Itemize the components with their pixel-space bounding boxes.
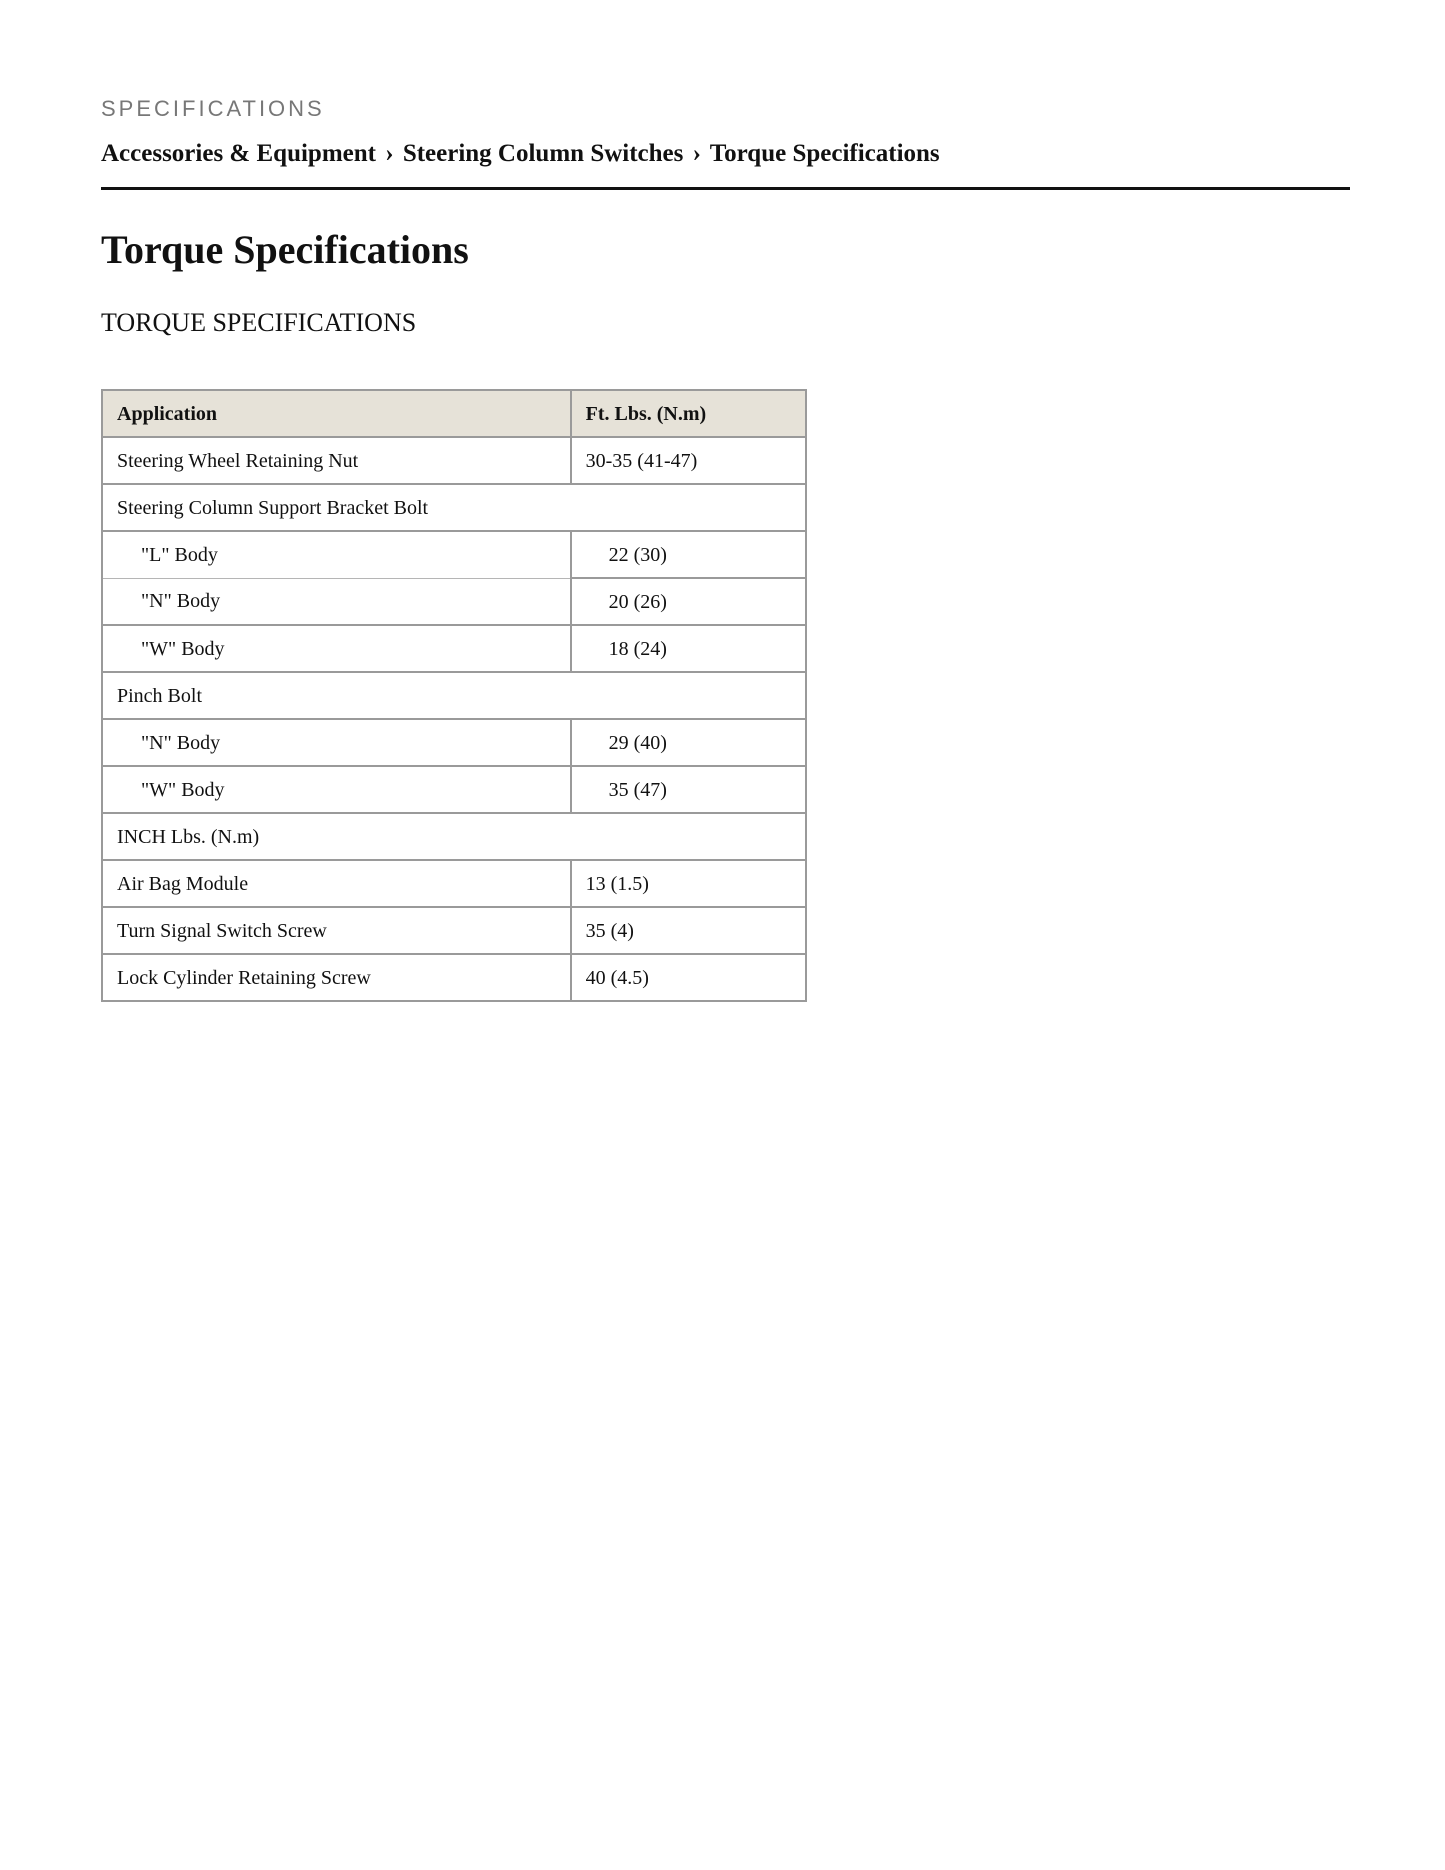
table-row bbox=[102, 625, 806, 672]
application-cell: Turn Signal Switch Screw bbox=[102, 907, 571, 954]
application-cell: Lock Cylinder Retaining Screw bbox=[102, 954, 571, 1001]
value-cell: 30-35 (41-47) bbox=[571, 437, 806, 484]
table-row bbox=[102, 766, 806, 813]
torque-spec-table bbox=[101, 389, 807, 1002]
table-row bbox=[102, 578, 806, 625]
column-header-value: Ft. Lbs. (N.m) bbox=[571, 390, 806, 437]
table-row bbox=[102, 719, 806, 766]
table-row bbox=[102, 860, 806, 907]
table-row bbox=[102, 531, 806, 578]
value-cell: 20 (26) bbox=[571, 578, 806, 625]
breadcrumb-item-steering-column-switches[interactable]: Steering Column Switches bbox=[402, 140, 684, 167]
group-heading-cell: Pinch Bolt bbox=[102, 672, 806, 719]
value-cell: 35 (47) bbox=[571, 766, 806, 813]
application-cell: "N" Body bbox=[102, 578, 571, 625]
table-group-row bbox=[102, 672, 806, 719]
table-row bbox=[102, 907, 806, 954]
table-row bbox=[102, 954, 806, 1001]
table-group-row bbox=[102, 484, 806, 531]
value-cell: 13 (1.5) bbox=[571, 860, 806, 907]
value-cell: 35 (4) bbox=[571, 907, 806, 954]
group-heading-cell: INCH Lbs. (N.m) bbox=[102, 813, 806, 860]
breadcrumb-separator: › bbox=[692, 140, 701, 167]
application-cell: "L" Body bbox=[102, 531, 571, 578]
header-divider bbox=[101, 187, 1350, 190]
breadcrumb-separator: › bbox=[385, 140, 394, 167]
value-cell: 29 (40) bbox=[571, 719, 806, 766]
column-header-application: Application bbox=[102, 390, 571, 437]
breadcrumb-item-torque-specifications: Torque Specifications bbox=[709, 140, 940, 167]
application-cell: Air Bag Module bbox=[102, 860, 571, 907]
table-header-row bbox=[102, 390, 806, 437]
table-row bbox=[102, 437, 806, 484]
application-cell: "N" Body bbox=[102, 719, 571, 766]
value-cell: 18 (24) bbox=[571, 625, 806, 672]
application-cell: "W" Body bbox=[102, 766, 571, 813]
value-cell: 40 (4.5) bbox=[571, 954, 806, 1001]
table-group-row bbox=[102, 813, 806, 860]
application-cell: "W" Body bbox=[102, 625, 571, 672]
table-caption: TORQUE SPECIFICATIONS bbox=[101, 308, 417, 337]
application-cell: Steering Wheel Retaining Nut bbox=[102, 437, 571, 484]
breadcrumb bbox=[101, 138, 940, 170]
breadcrumb-item-accessories[interactable]: Accessories & Equipment bbox=[101, 140, 376, 167]
page-title: Torque Specifications bbox=[101, 227, 469, 272]
value-cell: 22 (30) bbox=[571, 531, 806, 578]
group-heading-cell: Steering Column Support Bracket Bolt bbox=[102, 484, 806, 531]
section-label: SPECIFICATIONS bbox=[101, 96, 325, 121]
